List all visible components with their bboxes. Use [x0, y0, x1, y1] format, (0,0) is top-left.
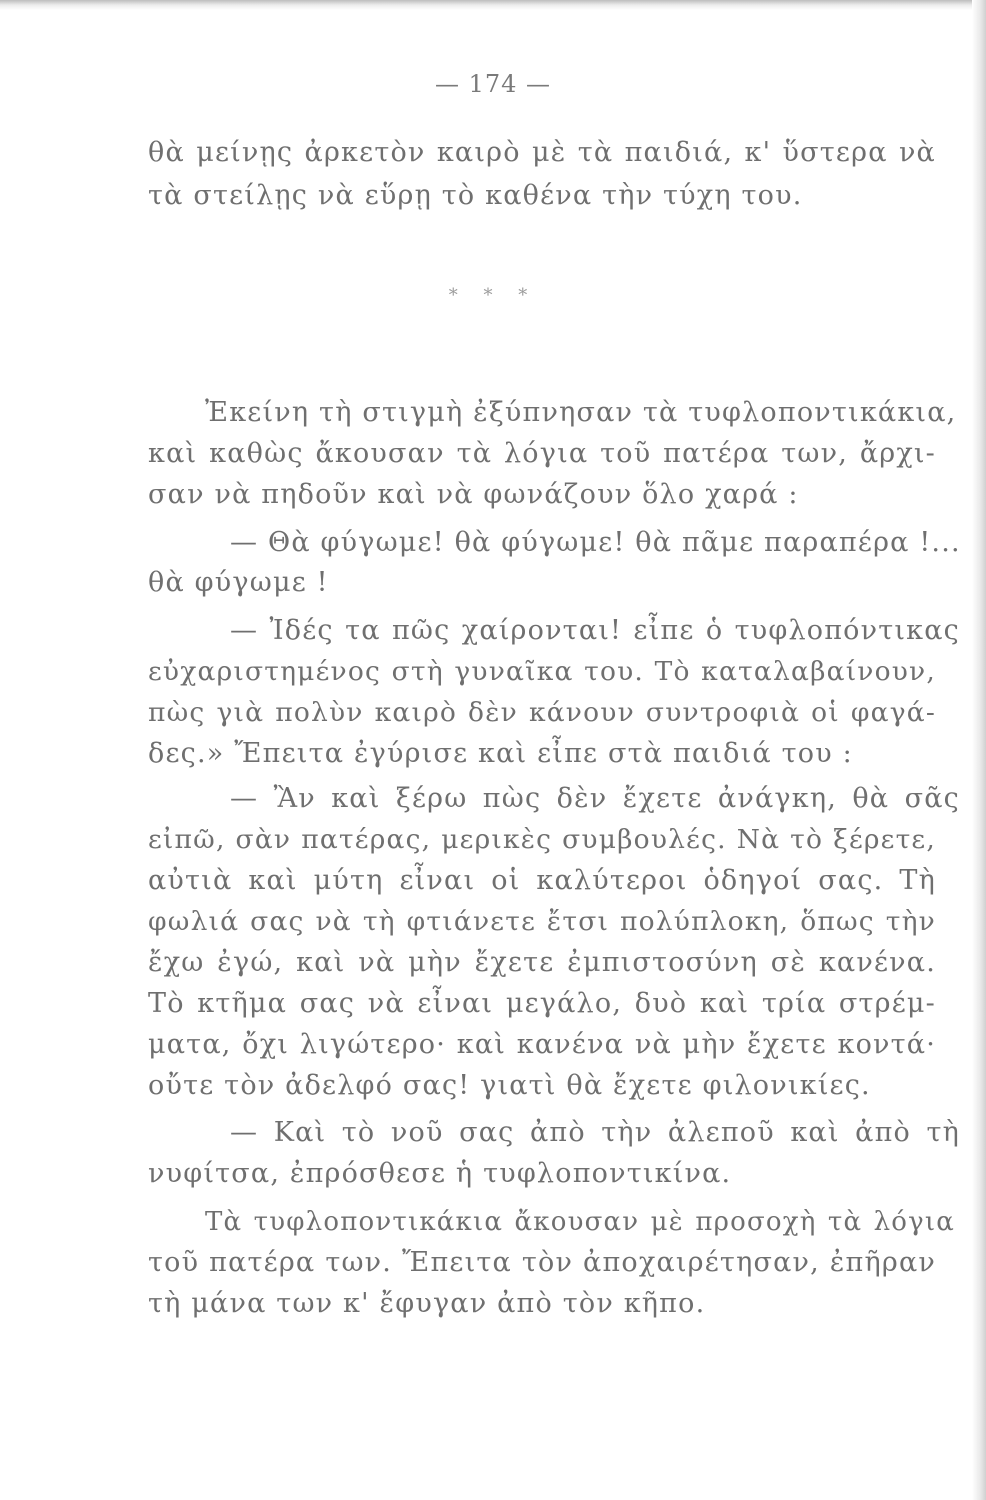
text-line: τὰ στείλῃς νὰ εὕρῃ τὸ καθένα τὴν τύχη του.: [148, 180, 803, 211]
text-line: νυφίτσα, ἐπρόσθεσε ἡ τυφλοποντικίνα.: [148, 1158, 732, 1189]
text-line: οὔτε τὸν ἀδελφό σας! γιατὶ θὰ ἔχετε φιλονικίες.: [148, 1070, 871, 1101]
text-line: — Καὶ τὸ νοῦ σας ἀπὸ τὴν ἀλεποῦ καὶ ἀπὸ τὴ: [230, 1117, 960, 1148]
text-line: Ἐκείνη τὴ στιγμὴ ἐξύπνησαν τὰ τυφλοποντικάκια,: [205, 397, 957, 428]
text-line: δες.» Ἔπειτα ἐγύρισε καὶ εἶπε στὰ παιδιά του :: [148, 738, 853, 769]
text-line: — Ἂν καὶ ξέρω πὼς δὲν ἔχετε ἀνάγκη, θὰ σᾶς: [230, 783, 960, 814]
text-line: Τὸ κτῆμα σας νὰ εἶναι μεγάλο, δυὸ καὶ τρία στρέμ-: [148, 988, 936, 1019]
text-line: αὐτιὰ καὶ μύτη εἶναι οἱ καλύτεροι ὁδηγοί σας. Τὴ: [148, 865, 936, 896]
text-line: τοῦ πατέρα των. Ἔπειτα τὸν ἀποχαιρέτησαν, ἐπῆραν: [148, 1247, 936, 1278]
text-line: θὰ φύγωμε !: [148, 567, 329, 598]
text-line: πὼς γιὰ πολὺν καιρὸ δὲν κάνουν συντροφιὰ οἱ φαγά-: [148, 697, 936, 728]
section-separator: * * *: [448, 285, 538, 306]
text-line: — Ἰδές τα πῶς χαίρονται! εἶπε ὁ τυφλοπόντικας: [230, 615, 960, 646]
text-line: ἔχω ἐγώ, καὶ νὰ μὴν ἔχετε ἐμπιστοσύνη σὲ κανένα.: [148, 947, 936, 978]
text-line: καὶ καθὼς ἄκουσαν τὰ λόγια τοῦ πατέρα των, ἄρχι-: [148, 438, 936, 469]
text-line: εἰπῶ, σὰν πατέρας, μερικὲς συμβουλές. Νὰ τὸ ξέρετε,: [148, 824, 936, 855]
text-line: Τὰ τυφλοποντικάκια ἄκουσαν μὲ προσοχὴ τὰ λόγια: [205, 1207, 955, 1237]
text-line: θὰ μείνῃς ἀρκετὸν καιρὸ μὲ τὰ παιδιά, κ' ὕστερα νὰ: [148, 137, 936, 168]
text-line: — Θὰ φύγωμε! θὰ φύγωμε! θὰ πᾶμε παραπέρα !...: [230, 527, 961, 558]
text-line: ματα, ὄχι λιγώτερο· καὶ κανένα νὰ μὴν ἔχετε κοντά·: [148, 1029, 936, 1060]
page-number: — 174 —: [434, 70, 552, 98]
text-line: σαν νὰ πηδοῦν καὶ νὰ φωνάζουν ὅλο χαρά :: [148, 479, 799, 510]
text-line: τὴ μάνα των κ' ἔφυγαν ἀπὸ τὸν κῆπο.: [148, 1288, 706, 1319]
text-line: φωλιά σας νὰ τὴ φτιάνετε ἔτσι πολύπλοκη, ὅπως τὴν: [148, 906, 936, 937]
text-line: εὐχαριστημένος στὴ γυναῖκα του. Τὸ καταλαβαίνουν,: [148, 656, 936, 687]
